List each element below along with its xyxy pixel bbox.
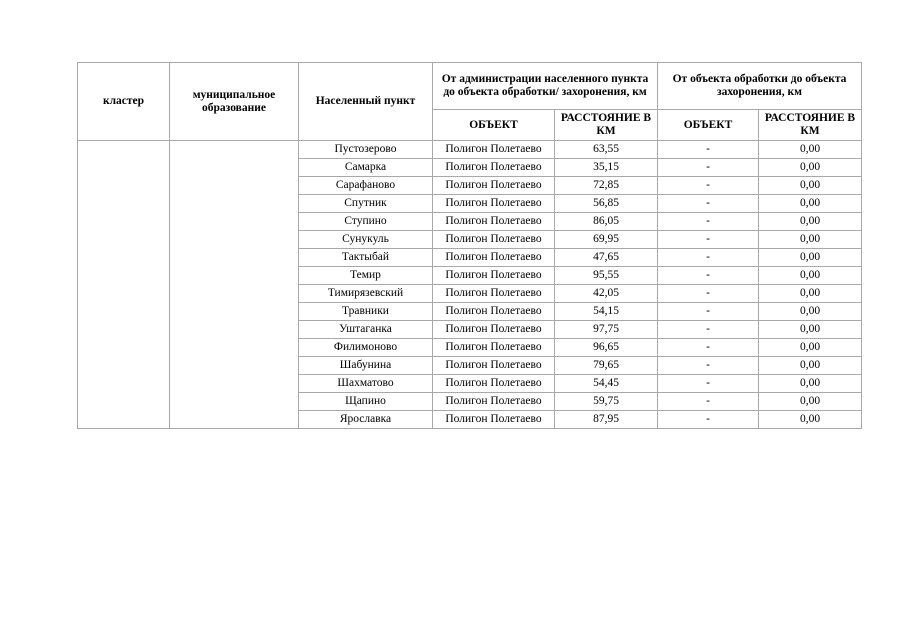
distance-1-cell: 95,55 bbox=[555, 267, 658, 285]
distance-1-cell: 54,45 bbox=[555, 375, 658, 393]
distance-2-cell: 0,00 bbox=[759, 195, 862, 213]
object-1-cell: Полигон Полетаево bbox=[433, 285, 555, 303]
settlement-cell: Ступино bbox=[299, 213, 433, 231]
object-2-cell: - bbox=[658, 321, 759, 339]
settlement-cell: Щапино bbox=[299, 393, 433, 411]
object-2-cell: - bbox=[658, 249, 759, 267]
settlement-cell: Пустозерово bbox=[299, 141, 433, 159]
distance-1-cell: 56,85 bbox=[555, 195, 658, 213]
object-1-cell: Полигон Полетаево bbox=[433, 195, 555, 213]
object-1-cell: Полигон Полетаево bbox=[433, 339, 555, 357]
distance-1-cell: 47,65 bbox=[555, 249, 658, 267]
settlement-cell: Спутник bbox=[299, 195, 433, 213]
distance-2-cell: 0,00 bbox=[759, 231, 862, 249]
header-object-2: ОБЪЕКТ bbox=[658, 110, 759, 141]
distance-1-cell: 72,85 bbox=[555, 177, 658, 195]
settlement-cell: Филимоново bbox=[299, 339, 433, 357]
header-group-facility-to-landfill: От объекта обработки до объекта захоронения, км bbox=[658, 63, 862, 110]
header-municipality: муниципальное образование bbox=[170, 63, 299, 141]
distance-2-cell: 0,00 bbox=[759, 177, 862, 195]
settlement-cell: Самарка bbox=[299, 159, 433, 177]
distance-2-cell: 0,00 bbox=[759, 339, 862, 357]
distance-2-cell: 0,00 bbox=[759, 303, 862, 321]
header-group-admin-to-facility: От администрации населенного пункта до объекта обработки/ захоронения, км bbox=[433, 63, 658, 110]
settlement-cell: Ярославка bbox=[299, 411, 433, 429]
settlement-cell: Тимирязевский bbox=[299, 285, 433, 303]
table-row bbox=[78, 141, 862, 159]
object-1-cell: Полигон Полетаево bbox=[433, 231, 555, 249]
object-1-cell: Полигон Полетаево bbox=[433, 141, 555, 159]
distance-2-cell: 0,00 bbox=[759, 267, 862, 285]
object-2-cell: - bbox=[658, 267, 759, 285]
distance-2-cell: 0,00 bbox=[759, 357, 862, 375]
settlement-cell: Сарафаново bbox=[299, 177, 433, 195]
object-2-cell: - bbox=[658, 159, 759, 177]
object-1-cell: Полигон Полетаево bbox=[433, 411, 555, 429]
object-1-cell: Полигон Полетаево bbox=[433, 249, 555, 267]
distance-1-cell: 87,95 bbox=[555, 411, 658, 429]
distance-1-cell: 54,15 bbox=[555, 303, 658, 321]
municipality-cell bbox=[170, 141, 299, 429]
distance-2-cell: 0,00 bbox=[759, 393, 862, 411]
object-2-cell: - bbox=[658, 195, 759, 213]
header-distance-1: РАССТОЯНИЕ В КМ bbox=[555, 110, 658, 141]
distance-2-cell: 0,00 bbox=[759, 321, 862, 339]
distance-2-cell: 0,00 bbox=[759, 411, 862, 429]
header-object-1: ОБЪЕКТ bbox=[433, 110, 555, 141]
distance-1-cell: 86,05 bbox=[555, 213, 658, 231]
table-header bbox=[78, 63, 862, 141]
header-cluster: кластер bbox=[78, 63, 170, 141]
settlement-cell: Шахматово bbox=[299, 375, 433, 393]
object-1-cell: Полигон Полетаево bbox=[433, 159, 555, 177]
object-2-cell: - bbox=[658, 285, 759, 303]
distance-1-cell: 97,75 bbox=[555, 321, 658, 339]
settlement-cell: Шабунина bbox=[299, 357, 433, 375]
header-distance-2: РАССТОЯНИЕ В КМ bbox=[759, 110, 862, 141]
object-2-cell: - bbox=[658, 357, 759, 375]
object-2-cell: - bbox=[658, 375, 759, 393]
object-1-cell: Полигон Полетаево bbox=[433, 393, 555, 411]
settlement-cell: Сунукуль bbox=[299, 231, 433, 249]
cluster-cell bbox=[78, 141, 170, 429]
distance-1-cell: 79,65 bbox=[555, 357, 658, 375]
settlement-cell: Темир bbox=[299, 267, 433, 285]
object-2-cell: - bbox=[658, 177, 759, 195]
object-2-cell: - bbox=[658, 339, 759, 357]
object-2-cell: - bbox=[658, 303, 759, 321]
distance-1-cell: 59,75 bbox=[555, 393, 658, 411]
object-2-cell: - bbox=[658, 231, 759, 249]
table-body bbox=[78, 141, 862, 429]
distance-2-cell: 0,00 bbox=[759, 159, 862, 177]
distance-2-cell: 0,00 bbox=[759, 249, 862, 267]
distance-1-cell: 96,65 bbox=[555, 339, 658, 357]
distance-2-cell: 0,00 bbox=[759, 141, 862, 159]
distance-table bbox=[77, 62, 862, 429]
distance-2-cell: 0,00 bbox=[759, 285, 862, 303]
object-1-cell: Полигон Полетаево bbox=[433, 375, 555, 393]
distance-1-cell: 69,95 bbox=[555, 231, 658, 249]
object-1-cell: Полигон Полетаево bbox=[433, 357, 555, 375]
object-1-cell: Полигон Полетаево bbox=[433, 213, 555, 231]
settlement-cell: Уштаганка bbox=[299, 321, 433, 339]
distance-2-cell: 0,00 bbox=[759, 375, 862, 393]
settlement-cell: Травники bbox=[299, 303, 433, 321]
object-1-cell: Полигон Полетаево bbox=[433, 177, 555, 195]
header-settlement: Населенный пункт bbox=[299, 63, 433, 141]
distance-2-cell: 0,00 bbox=[759, 213, 862, 231]
object-1-cell: Полигон Полетаево bbox=[433, 303, 555, 321]
object-2-cell: - bbox=[658, 141, 759, 159]
object-2-cell: - bbox=[658, 411, 759, 429]
distance-1-cell: 42,05 bbox=[555, 285, 658, 303]
object-1-cell: Полигон Полетаево bbox=[433, 267, 555, 285]
distance-1-cell: 63,55 bbox=[555, 141, 658, 159]
distance-1-cell: 35,15 bbox=[555, 159, 658, 177]
settlement-cell: Тактыбай bbox=[299, 249, 433, 267]
object-1-cell: Полигон Полетаево bbox=[433, 321, 555, 339]
object-2-cell: - bbox=[658, 393, 759, 411]
object-2-cell: - bbox=[658, 213, 759, 231]
